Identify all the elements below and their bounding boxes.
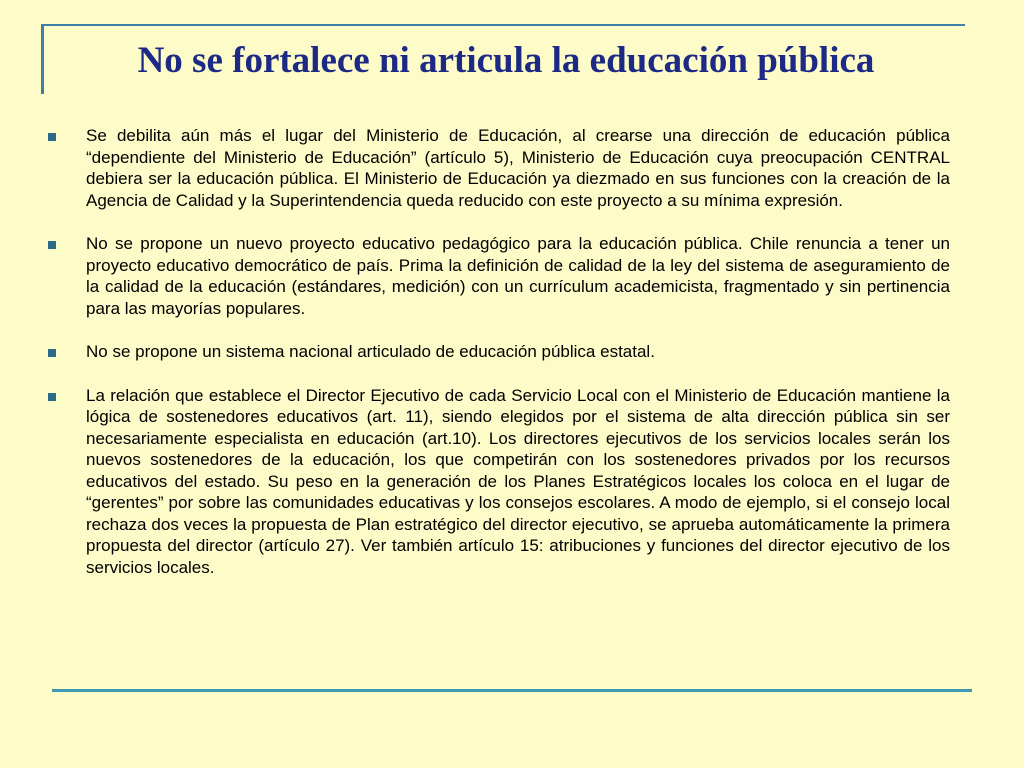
square-bullet-icon [48, 133, 56, 141]
bullet-item [48, 341, 950, 363]
bottom-divider-line [52, 689, 972, 692]
bullet-text: No se propone un sistema nacional articulado de educación pública estatal. [86, 342, 655, 361]
bullet-item [48, 233, 950, 319]
bullet-list [48, 125, 950, 600]
frame-top-line [41, 24, 965, 26]
square-bullet-icon [48, 349, 56, 357]
square-bullet-icon [48, 241, 56, 249]
bullet-text: La relación que establece el Director Ejecutivo de cada Servicio Local con el Ministerio de Educación mantiene la lógica de sostenedores educativos (art. 11), siendo elegidos por el sistema de alta dirección pública sin ser necesariamente especialista en educación (art.10). Los directores ejecutivos de los servicios locales serán los nuevos sostenedores de la educación, los que competirán con los sostenedores privados por los recursos educativos del estado. Su peso en la generación de los Planes Estratégicos locales los coloca en el lugar de “gerentes” por sobre las comunidades educativas y los consejos escolares. A modo de ejemplo, si el consejo local rechaza dos veces la propuesta de Plan estratégico del director ejecutivo, se aprueba automáticamente la primera propuesta del director (artículo 27). Ver también artículo 15: atribuciones y funciones del director ejecutivo de los servicios locales. [86, 385, 950, 577]
bullet-text: Se debilita aún más el lugar del Ministerio de Educación, al crearse una dirección de educación pública “dependiente del Ministerio de Educación” (artículo 5), Ministerio de Educación cuya preocupación CENTRAL debiera ser la educación pública. El Ministerio de Educación ya diezmado en sus funciones con la creación de la Agencia de Calidad y la Superintendencia queda reducido con este proyecto a su mínima expresión. [86, 126, 950, 210]
slide-title: No se fortalece ni articula la educación pública [137, 40, 875, 81]
bullet-item [48, 125, 950, 211]
bullet-item [48, 385, 950, 579]
square-bullet-icon [48, 393, 56, 401]
bullet-text: No se propone un nuevo proyecto educativo pedagógico para la educación pública. Chile renuncia a tener un proyecto educativo democrático de país. Prima la definición de calidad de la ley del sistema de aseguramiento de la calidad de la educación (estándares, medición) con un currículum academicista, fragmentado y sin pertinencia para las mayorías populares. [86, 234, 950, 318]
